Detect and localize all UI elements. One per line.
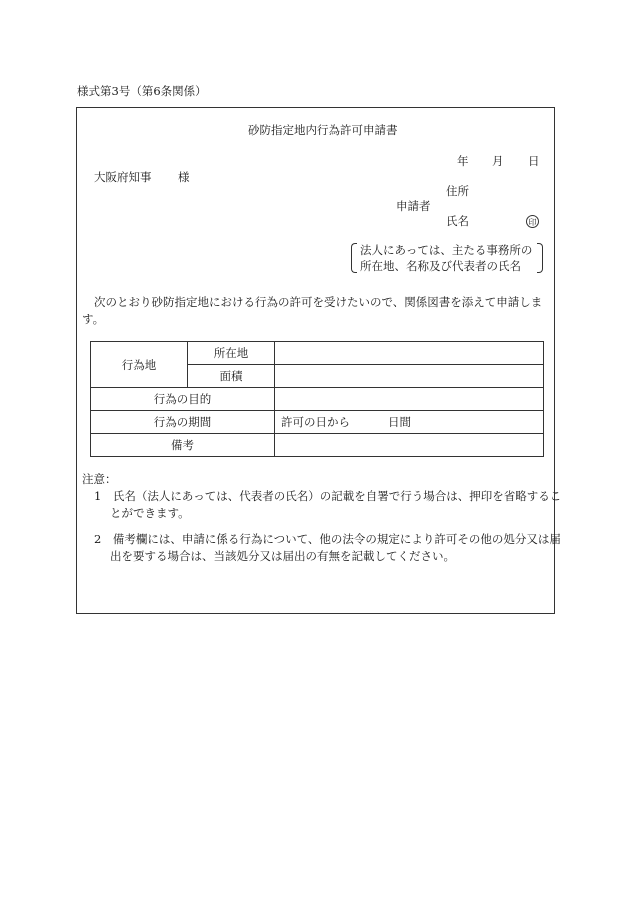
note-item-2 (94, 531, 566, 565)
form-number: 様式第3号（第6条関係） (77, 84, 207, 98)
area-value (275, 365, 544, 388)
applicant-label: 申請者 (396, 199, 431, 213)
table-row (91, 434, 544, 457)
date-day: 日 (528, 154, 540, 168)
site-label: 行為地 (91, 342, 188, 388)
table-row (91, 388, 544, 411)
form-title: 砂防指定地内行為許可申請書 (248, 123, 398, 137)
table-row (91, 342, 544, 365)
period-label: 行為の期間 (91, 411, 275, 434)
corporate-note-line1: 法人にあっては、主たる事務所の (360, 243, 533, 257)
remarks-label: 備考 (91, 434, 275, 457)
note-number: 2 (94, 532, 102, 546)
note-number: 1 (94, 489, 102, 503)
addressee-honorific: 様 (178, 170, 190, 184)
applicant-address-label: 住所 (446, 184, 469, 198)
addressee-name: 大阪府知事 (94, 170, 152, 184)
notes-heading: 注意： (82, 472, 117, 486)
location-value (275, 342, 544, 365)
location-label: 所在地 (188, 342, 275, 365)
seal-mark: 印 (526, 215, 539, 228)
request-text: 次のとおり砂防指定地における行為の許可を受けたいので、関係図書を添えて申請します。 (82, 295, 543, 326)
table-row (91, 411, 544, 434)
note-bracket-left (351, 243, 357, 273)
period-value-unit: 日間 (388, 415, 411, 429)
purpose-label: 行為の目的 (91, 388, 275, 411)
remarks-value (275, 434, 544, 457)
purpose-value (275, 388, 544, 411)
note-text: 氏名（法人にあっては、代表者の氏名）の記載を自署で行う場合は、押印を省略することができます。 (110, 489, 562, 520)
date-month: 月 (492, 154, 504, 168)
period-value-prefix: 許可の日から (281, 415, 350, 429)
note-bracket-right (537, 243, 543, 273)
note-text: 備考欄には、申請に係る行為について、他の法令の規定により許可その他の処分又は届出を要する場合は、当該処分又は届出の有無を記載してください。 (110, 532, 561, 563)
date-year: 年 (457, 154, 469, 168)
applicant-name-label: 氏名 (446, 214, 469, 228)
corporate-note-line2: 所在地、名称及び代表者の氏名 (360, 259, 521, 273)
note-item-1 (94, 488, 566, 522)
activity-table (90, 341, 544, 457)
period-value (275, 411, 544, 434)
area-label: 面積 (188, 365, 275, 388)
